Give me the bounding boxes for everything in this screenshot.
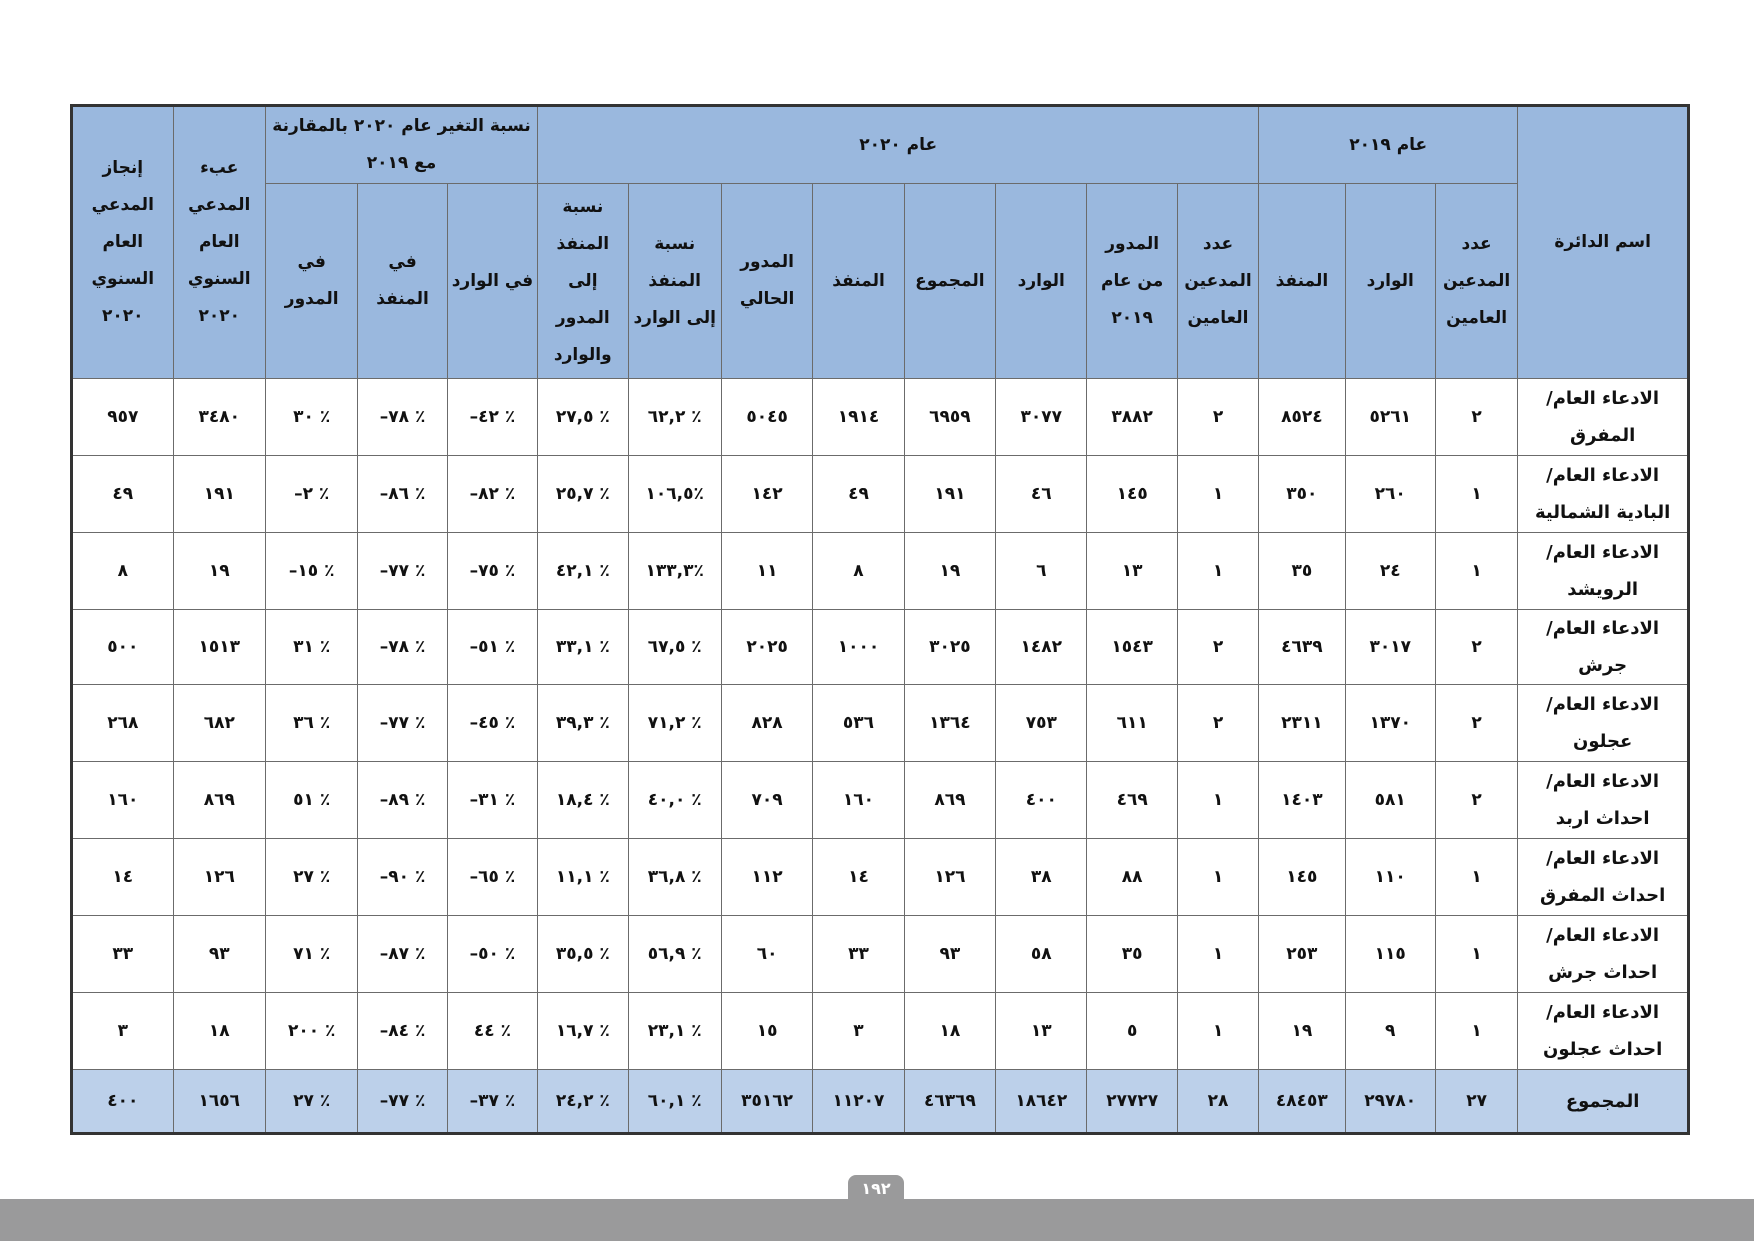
cell-p19: ٢ (1435, 762, 1517, 839)
cell-burden: ١٩١ (173, 456, 265, 533)
header-line: المدعي (91, 195, 154, 215)
cell-r1: ٪١٠٦,٥ (628, 456, 721, 533)
table-row (72, 456, 1689, 533)
cell-ch-in: ٪ ٥١– (447, 610, 537, 685)
header-line: إنجاز (102, 158, 144, 178)
cell-achieve: ١٦٠ (72, 762, 174, 839)
header-line: إلى (568, 270, 598, 291)
cell-achieve: ٣ (72, 993, 174, 1070)
cell-achieve: ٨ (72, 533, 174, 610)
cell-curr: ٦٠ (721, 916, 812, 993)
cell-r2: ٪ ١٨,٤ (538, 762, 628, 839)
cell-ex19: ١٤٠٣ (1259, 762, 1345, 839)
cell-ch-ex: ٪ ٧٨– (358, 610, 447, 685)
cell-r2: ٪ ٣٣,١ (538, 610, 628, 685)
cell-burden: ١٨ (173, 993, 265, 1070)
header-2020-executed: المنفذ (813, 184, 904, 379)
district-name-line: الرويشد (1567, 579, 1639, 600)
header-2019-prosecutors (1435, 184, 1517, 379)
cell-r1: ٪ ٤٠,٠ (628, 762, 721, 839)
header-line: المنفذ (556, 233, 610, 254)
cell-p20: ٢٨ (1177, 1070, 1258, 1134)
cell-ch-carry: ٪ ٥١ (265, 762, 357, 839)
table-body (72, 379, 1689, 1134)
cell-total20: ٣٠٢٥ (904, 610, 995, 685)
cell-carry: ٣٥ (1087, 916, 1177, 993)
header-district-name: اسم الدائرة (1518, 106, 1689, 379)
cell-curr: ٨٢٨ (721, 685, 812, 762)
cell-achieve: ٩٥٧ (72, 379, 174, 456)
header-line: في (388, 252, 417, 272)
cell-ch-in: ٪ ٣٧– (447, 1070, 537, 1134)
district-name-line: احداث المفرق (1539, 885, 1666, 906)
district-name-cell (1518, 685, 1689, 762)
cell-r2: ٪ ٢٤,٢ (538, 1070, 628, 1134)
district-name-line: البادية الشمالية (1534, 502, 1671, 523)
cell-p19: ١ (1435, 533, 1517, 610)
cell-total20: ١٨ (904, 993, 995, 1070)
header-2020-prosecutors (1177, 184, 1258, 379)
district-name-line: احداث عجلون (1542, 1039, 1663, 1060)
cell-in20: ٣٨ (996, 839, 1087, 916)
cell-r1: ٪١٣٣,٣ (628, 533, 721, 610)
cell-curr: ١٥ (721, 993, 812, 1070)
cell-ch-ex: ٪ ٨٩– (358, 762, 447, 839)
district-name-cell (1518, 916, 1689, 993)
header-line: ٢٠٢٠ (198, 306, 241, 326)
header-change-line2: مع ٢٠١٩ (366, 153, 437, 173)
header-line: العام (102, 232, 144, 252)
header-line: نسبة (654, 233, 696, 254)
cell-total20: ٦٩٥٩ (904, 379, 995, 456)
header-2019-executed: المنفذ (1259, 184, 1345, 379)
cell-achieve: ٤٠٠ (72, 1070, 174, 1134)
cell-ch-ex: ٪ ٩٠– (358, 839, 447, 916)
table-row (72, 762, 1689, 839)
cell-in20: ٣٠٧٧ (996, 379, 1087, 456)
header-line: السنوي (91, 269, 155, 289)
footer-bar (0, 1199, 1754, 1241)
district-name-cell (1518, 456, 1689, 533)
district-name-line: الادعاء العام/ (1546, 388, 1660, 409)
cell-ch-ex: ٪ ٧٧– (358, 1070, 447, 1134)
cell-ex20: ١٦٠ (813, 762, 904, 839)
cell-in20: ١٣ (996, 993, 1087, 1070)
cell-achieve: ٢٦٨ (72, 685, 174, 762)
district-name-cell (1518, 839, 1689, 916)
cell-carry: ٣٨٨٢ (1087, 379, 1177, 456)
cell-ex19: ٣٥٠ (1259, 456, 1345, 533)
district-name-line: احداث اربد (1555, 808, 1650, 829)
cell-in19: ٢٤ (1345, 533, 1435, 610)
cell-ex19: ١٩ (1259, 993, 1345, 1070)
cell-r2: ٪ ٢٥,٧ (538, 456, 628, 533)
cell-p20: ١ (1177, 533, 1258, 610)
header-2020-current-carried (721, 184, 812, 379)
header-line: المدور (284, 289, 339, 309)
cell-ch-carry: ٪ ١٥– (265, 533, 357, 610)
cell-in20: ٦ (996, 533, 1087, 610)
cell-p20: ٢ (1177, 685, 1258, 762)
cell-total20: ١٢٦ (904, 839, 995, 916)
table-row (72, 533, 1689, 610)
page-number: ١٩٢ (848, 1175, 904, 1201)
cell-ex19: ١٤٥ (1259, 839, 1345, 916)
header-line: ٢٠٢٠ (102, 306, 144, 326)
cell-ex20: ٣٣ (813, 916, 904, 993)
cell-p19: ٢ (1435, 379, 1517, 456)
cell-ch-carry: ٪ ٢٧ (265, 839, 357, 916)
header-year-2020: عام ٢٠٢٠ (538, 106, 1259, 184)
cell-p20: ٢ (1177, 379, 1258, 456)
header-line: المدور (555, 307, 610, 328)
cell-ch-ex: ٪ ٨٤– (358, 993, 447, 1070)
cell-ex20: ٨ (813, 533, 904, 610)
cell-r1: ٪ ٦٢,٢ (628, 379, 721, 456)
cell-ch-in: ٪ ٣١– (447, 762, 537, 839)
district-name-line: الادعاء العام/ (1546, 848, 1660, 869)
header-change-ratio (265, 106, 537, 184)
cell-p20: ١ (1177, 993, 1258, 1070)
district-name-line: الادعاء العام/ (1546, 1002, 1660, 1023)
cell-ch-ex: ٪ ٨٦– (358, 456, 447, 533)
cell-ch-in: ٪ ٨٢– (447, 456, 537, 533)
header-line: المدعين (1442, 270, 1511, 291)
cell-r2: ٪ ١٦,٧ (538, 993, 628, 1070)
cell-total20: ١٩١ (904, 456, 995, 533)
cell-burden: ١٩ (173, 533, 265, 610)
cell-ex19: ٢٣١١ (1259, 685, 1345, 762)
cell-ex20: ٣ (813, 993, 904, 1070)
header-line: عبء (200, 158, 239, 178)
cell-carry: ١٣ (1087, 533, 1177, 610)
cell-curr: ١٤٢ (721, 456, 812, 533)
cell-in19: ٩ (1345, 993, 1435, 1070)
cell-curr: ١١ (721, 533, 812, 610)
cell-in20: ٤٠٠ (996, 762, 1087, 839)
cell-p19: ١ (1435, 456, 1517, 533)
cell-burden: ٨٦٩ (173, 762, 265, 839)
cell-p20: ١ (1177, 839, 1258, 916)
cell-p19: ١ (1435, 839, 1517, 916)
cell-achieve: ١٤ (72, 839, 174, 916)
header-2019-incoming: الوارد (1345, 184, 1435, 379)
cell-ex20: ١٩١٤ (813, 379, 904, 456)
cell-in20: ٧٥٣ (996, 685, 1087, 762)
cell-ex20: ١٤ (813, 839, 904, 916)
cell-ex19: ٤٨٤٥٣ (1259, 1070, 1345, 1134)
cell-in20: ٤٦ (996, 456, 1087, 533)
header-line: نسبة (562, 196, 604, 217)
district-name-line: الادعاء العام/ (1546, 694, 1660, 715)
cell-ch-in: ٪ ٥٠– (447, 916, 537, 993)
cell-curr: ٣٥١٦٢ (721, 1070, 812, 1134)
cell-carry: ٨٨ (1087, 839, 1177, 916)
cell-curr: ٧٠٩ (721, 762, 812, 839)
header-line: العامين (1187, 307, 1249, 328)
header-ratio-executed-incoming (628, 184, 721, 379)
header-2020-incoming: الوارد (996, 184, 1087, 379)
cell-carry: ٦١١ (1087, 685, 1177, 762)
cell-achieve: ٤٩ (72, 456, 174, 533)
cell-in19: ٣٠١٧ (1345, 610, 1435, 685)
cell-ch-ex: ٪ ٧٧– (358, 533, 447, 610)
cell-total20: ٩٣ (904, 916, 995, 993)
header-line: من عام (1101, 270, 1164, 291)
cell-burden: ١٦٥٦ (173, 1070, 265, 1134)
cell-r2: ٪ ٢٧,٥ (538, 379, 628, 456)
header-line: عدد (1202, 233, 1234, 254)
cell-ch-carry: ٪ ٣١ (265, 610, 357, 685)
district-name-line: الادعاء العام/ (1546, 925, 1660, 946)
header-line: المدعي (188, 195, 251, 215)
header-line: العامين (1446, 307, 1508, 328)
district-name-cell (1518, 379, 1689, 456)
district-name-line: الادعاء العام/ (1546, 465, 1660, 486)
cell-in19: ٥٢٦١ (1345, 379, 1435, 456)
district-name-line: عجلون (1573, 731, 1633, 752)
header-line: المدعين (1184, 270, 1252, 291)
cell-in19: ١١٥ (1345, 916, 1435, 993)
district-name-line: الادعاء العام/ (1546, 542, 1660, 563)
cell-curr: ١١٢ (721, 839, 812, 916)
cell-ch-ex: ٪ ٨٧– (358, 916, 447, 993)
header-change-executed (358, 184, 447, 379)
cell-in20: ١٤٨٢ (996, 610, 1087, 685)
cell-carry: ٢٧٧٢٧ (1087, 1070, 1177, 1134)
header-line: عدد (1461, 233, 1492, 254)
cell-ch-in: ٪ ٧٥– (447, 533, 537, 610)
cell-p20: ٢ (1177, 610, 1258, 685)
cell-burden: ١٢٦ (173, 839, 265, 916)
cell-curr: ٥٠٤٥ (721, 379, 812, 456)
cell-carry: ٤٦٩ (1087, 762, 1177, 839)
header-line: الحالي (739, 289, 795, 309)
header-line: المدور (1105, 233, 1160, 254)
cell-ch-in: ٪ ٤٥– (447, 685, 537, 762)
table-row (72, 916, 1689, 993)
header-achievement (72, 106, 174, 379)
table-row (72, 993, 1689, 1070)
district-name-cell (1518, 610, 1689, 685)
cell-ex20: ٤٩ (813, 456, 904, 533)
header-line: في (297, 252, 326, 272)
cell-r2: ٪ ٤٢,١ (538, 533, 628, 610)
cell-carry: ٥ (1087, 993, 1177, 1070)
cell-p20: ١ (1177, 762, 1258, 839)
cell-ex20: ١٠٠٠ (813, 610, 904, 685)
cell-r2: ٪ ١١,١ (538, 839, 628, 916)
cell-total20: ١٩ (904, 533, 995, 610)
cell-burden: ٦٨٢ (173, 685, 265, 762)
cell-p19: ١ (1435, 993, 1517, 1070)
cell-r1: ٪ ٧١,٢ (628, 685, 721, 762)
cell-ch-in: ٪ ٦٥– (447, 839, 537, 916)
statistics-table-container (70, 104, 1690, 1135)
header-line: ٢٠١٩ (1111, 307, 1153, 328)
header-change-carried (265, 184, 357, 379)
cell-curr: ٢٠٢٥ (721, 610, 812, 685)
header-2020-carried-over (1087, 184, 1177, 379)
header-line: السنوي (187, 269, 251, 289)
header-year-2019: عام ٢٠١٩ (1259, 106, 1518, 184)
cell-ex19: ٤٦٣٩ (1259, 610, 1345, 685)
header-line: والوارد (553, 344, 612, 365)
table-row (72, 685, 1689, 762)
cell-r1: ٪ ٥٦,٩ (628, 916, 721, 993)
header-line: المنفذ (648, 270, 702, 291)
table-row (72, 839, 1689, 916)
cell-p19: ١ (1435, 916, 1517, 993)
cell-ch-carry: ٪ ٢٠٠ (265, 993, 357, 1070)
cell-ch-ex: ٪ ٧٨– (358, 379, 447, 456)
cell-ex19: ٢٥٣ (1259, 916, 1345, 993)
header-burden (173, 106, 265, 379)
header-line: المنفذ (376, 289, 429, 309)
district-name-line: الادعاء العام/ جرش (1546, 618, 1660, 676)
total-row (72, 1070, 1689, 1134)
cell-p20: ١ (1177, 456, 1258, 533)
cell-in20: ١٨٦٤٢ (996, 1070, 1087, 1134)
header-line: إلى الوارد (633, 307, 716, 328)
cell-in20: ٥٨ (996, 916, 1087, 993)
cell-burden: ٣٤٨٠ (173, 379, 265, 456)
district-name-line: المفرق (1570, 425, 1636, 446)
cell-ex19: ٣٥ (1259, 533, 1345, 610)
header-change-incoming: في الوارد (447, 184, 537, 379)
cell-ch-in: ٪ ٤٢– (447, 379, 537, 456)
cell-ch-carry: ٪ ٢٧ (265, 1070, 357, 1134)
prosecution-statistics-table (70, 104, 1690, 1135)
cell-ch-ex: ٪ ٧٧– (358, 685, 447, 762)
cell-r1: ٪ ٦٠,١ (628, 1070, 721, 1134)
cell-ex19: ٨٥٢٤ (1259, 379, 1345, 456)
cell-r2: ٪ ٣٩,٣ (538, 685, 628, 762)
cell-p19: ٢ (1435, 685, 1517, 762)
header-ratio-executed-carried-incoming (538, 184, 628, 379)
district-name-line: الادعاء العام/ (1546, 771, 1660, 792)
cell-r1: ٪ ٢٣,١ (628, 993, 721, 1070)
district-name-cell (1518, 1070, 1689, 1134)
table-row (72, 610, 1689, 685)
cell-in19: ١١٠ (1345, 839, 1435, 916)
district-name-line: احداث جرش (1548, 962, 1658, 983)
cell-carry: ١٤٥ (1087, 456, 1177, 533)
cell-r2: ٪ ٣٥,٥ (538, 916, 628, 993)
header-change-line1: نسبة التغير عام ٢٠٢٠ بالمقارنة (272, 116, 531, 136)
cell-achieve: ٣٣ (72, 916, 174, 993)
cell-p19: ٢٧ (1435, 1070, 1517, 1134)
cell-ch-carry: ٪ ٣٦ (265, 685, 357, 762)
cell-in19: ٢٦٠ (1345, 456, 1435, 533)
cell-carry: ١٥٤٣ (1087, 610, 1177, 685)
cell-in19: ٥٨١ (1345, 762, 1435, 839)
cell-ch-carry: ٪ ٣٠ (265, 379, 357, 456)
district-name-line: المجموع (1565, 1090, 1640, 1112)
cell-ch-carry: ٪ ٧١ (265, 916, 357, 993)
header-line: المدور (740, 252, 794, 272)
cell-ex20: ٥٣٦ (813, 685, 904, 762)
cell-ex20: ١١٢٠٧ (813, 1070, 904, 1134)
cell-ch-carry: ٪ ٢– (265, 456, 357, 533)
cell-r1: ٪ ٣٦,٨ (628, 839, 721, 916)
cell-burden: ٩٣ (173, 916, 265, 993)
district-name-cell (1518, 533, 1689, 610)
cell-in19: ١٣٧٠ (1345, 685, 1435, 762)
table-row (72, 379, 1689, 456)
cell-in19: ٢٩٧٨٠ (1345, 1070, 1435, 1134)
district-name-cell (1518, 762, 1689, 839)
header-line: العام (198, 232, 240, 252)
table-header (72, 106, 1689, 379)
cell-total20: ٤٦٣٦٩ (904, 1070, 995, 1134)
cell-achieve: ٥٠٠ (72, 610, 174, 685)
header-2020-total: المجموع (904, 184, 995, 379)
cell-burden: ١٥١٣ (173, 610, 265, 685)
cell-p20: ١ (1177, 916, 1258, 993)
cell-r1: ٪ ٦٧,٥ (628, 610, 721, 685)
cell-total20: ١٣٦٤ (904, 685, 995, 762)
cell-p19: ٢ (1435, 610, 1517, 685)
cell-total20: ٨٦٩ (904, 762, 995, 839)
district-name-cell (1518, 993, 1689, 1070)
cell-ch-in: ٪ ٤٤ (447, 993, 537, 1070)
